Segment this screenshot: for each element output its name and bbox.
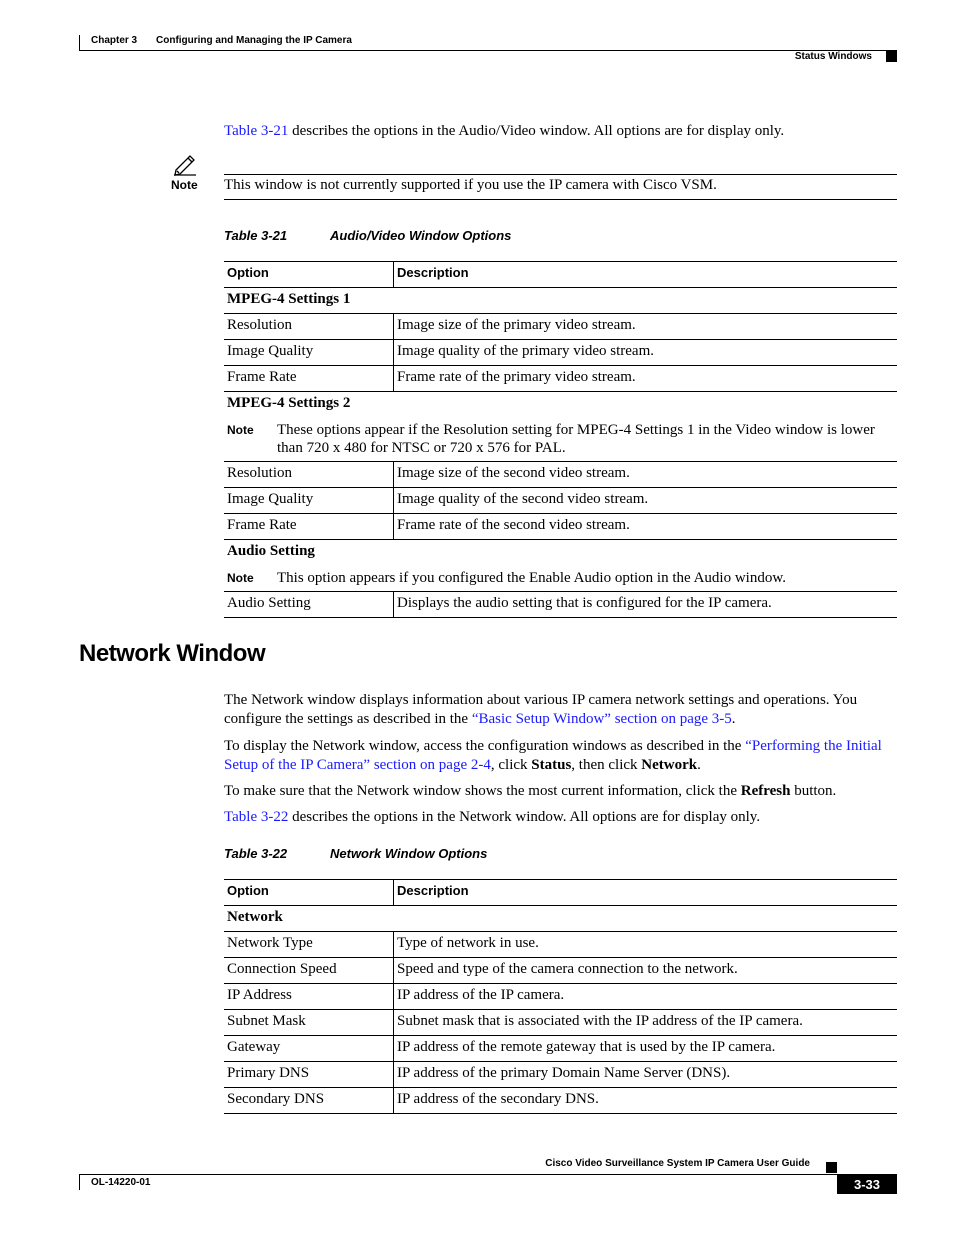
table-note-text: This option appears if you configured the Enable Audio option in the Audio window. [277,570,786,586]
group-heading: MPEG-4 Settings 1 [224,288,897,314]
table-row [224,1010,897,1036]
option-cell: IP Address [224,984,394,1010]
table-22-title: Network Window Options [330,846,488,861]
column-header-option: Option [224,880,394,906]
description-cell: Speed and type of the camera connection to the network. [394,958,898,984]
intro-paragraph [224,122,896,141]
footer-rule [79,1174,897,1175]
description-cell: Frame rate of the primary video stream. [394,366,898,392]
table-22-caption [224,846,487,861]
table-row [224,340,897,366]
footer-marker [826,1162,837,1173]
description-cell: Image size of the primary video stream. [394,314,898,340]
table-21-number: Table 3-21 [224,228,288,243]
note-rule-bottom [224,199,897,200]
option-cell: Frame Rate [224,366,394,392]
table-note [224,417,897,462]
refresh-paragraph [224,782,896,801]
table-note-text: These options appear if the Resolution setting for MPEG-4 Settings 1 in the Video window is lower than 720 x 480 for NTSC or 720 x 576 for PAL. [277,422,875,456]
refresh-term: Refresh [740,783,791,799]
initial-setup-link[interactable]: “Performing the Initial Setup of the IP Camera” section on page 2-4 [224,738,882,773]
network-intro-paragraph [224,691,896,728]
group-heading: Network [224,906,897,932]
table-row [224,1088,897,1114]
table-note-label: Note [227,423,254,437]
option-cell: Image Quality [224,340,394,366]
table-21-caption [224,228,511,243]
table-3-22-link[interactable]: Table 3-22 [224,809,289,825]
column-header-description: Description [394,880,898,906]
footer-page-number: 3-33 [837,1175,897,1194]
table-note [224,565,897,592]
display-network-paragraph [224,737,896,774]
para2-mid1: , click [490,756,532,773]
para4-text: describes the options in the Network window. All options are for display only. [288,809,761,825]
description-cell: Frame rate of the second video stream. [394,514,898,540]
footer-guide-title: Cisco Video Surveillance System IP Camera User Guide [545,1158,810,1169]
note-pencil-icon [172,150,198,176]
section-title: Network Window [79,640,266,667]
description-cell: IP address of the IP camera. [394,984,898,1010]
table-row [224,1036,897,1062]
option-cell: Frame Rate [224,514,394,540]
footer-rule-vertical [79,1174,80,1190]
group-heading: MPEG-4 Settings 2 [227,395,351,411]
table-row [224,488,897,514]
table-row [224,958,897,984]
header-rule [79,50,897,51]
header-chapter: Chapter 3 [91,35,138,46]
para2-end: . [697,756,701,773]
column-header-option: Option [224,262,394,288]
description-cell: Subnet mask that is associated with the IP address of the IP camera. [394,1010,898,1036]
footer-doc-number: OL-14220-01 [91,1177,151,1188]
option-cell: Primary DNS [224,1062,394,1088]
para2-mid2: , then click [571,756,642,773]
description-cell: IP address of the remote gateway that is used by the IP camera. [394,1036,898,1062]
option-cell: Network Type [224,932,394,958]
note-text: This window is not currently supported if you use the IP camera with Cisco VSM. [224,177,717,193]
status-term: Status [531,756,572,773]
description-cell: IP address of the primary Domain Name Server (DNS). [394,1062,898,1088]
table-row [224,514,897,540]
note-rule-top [224,174,897,175]
para3-text: To make sure that the Network window shows the most current information, click the [224,783,741,799]
description-cell: Image quality of the second video stream. [394,488,898,514]
group-heading: Audio Setting [227,543,315,559]
table-row [224,932,897,958]
table-row [224,592,897,618]
description-cell: Displays the audio setting that is configured for the IP camera. [394,592,898,618]
table-row [224,1062,897,1088]
option-cell: Resolution [224,462,394,488]
header-rule-vertical [79,35,80,51]
option-cell: Connection Speed [224,958,394,984]
table-row [224,984,897,1010]
option-cell: Gateway [224,1036,394,1062]
table-row [224,314,897,340]
option-cell: Image Quality [224,488,394,514]
option-cell: Resolution [224,314,394,340]
para2-text: To display the Network window, access the configuration windows as described in the [224,738,746,754]
table-row [224,366,897,392]
basic-setup-window-link[interactable]: “Basic Setup Window” section on page 3-5 [471,710,732,727]
para3-end: button. [790,783,837,799]
column-header-description: Description [394,262,898,288]
table-row [224,462,897,488]
network-options-table [224,879,897,1114]
intro-text: describes the options in the Audio/Video window. All options are for display only. [288,123,785,139]
para1-text: The Network window displays information about various IP camera network settings and operations. You configure the settings as described in the [224,692,858,727]
table-22-intro-paragraph [224,808,896,827]
table-3-21-link[interactable]: Table 3-21 [224,123,289,139]
header-marker [886,51,897,62]
header-chapter-title: Configuring and Managing the IP Camera [156,35,352,46]
table-note-label: Note [227,571,254,585]
option-cell: Secondary DNS [224,1088,394,1114]
table-22-number: Table 3-22 [224,846,288,861]
network-term: Network [641,756,698,773]
description-cell: Image size of the second video stream. [394,462,898,488]
description-cell: IP address of the secondary DNS. [394,1088,898,1114]
description-cell: Image quality of the primary video stream. [394,340,898,366]
option-cell: Subnet Mask [224,1010,394,1036]
audio-video-options-table [224,261,897,618]
para1-end: . [731,710,736,727]
header-section: Status Windows [794,51,872,62]
description-cell: Type of network in use. [394,932,898,958]
table-21-title: Audio/Video Window Options [330,228,512,243]
option-cell: Audio Setting [224,592,394,618]
note-label: Note [171,178,198,192]
